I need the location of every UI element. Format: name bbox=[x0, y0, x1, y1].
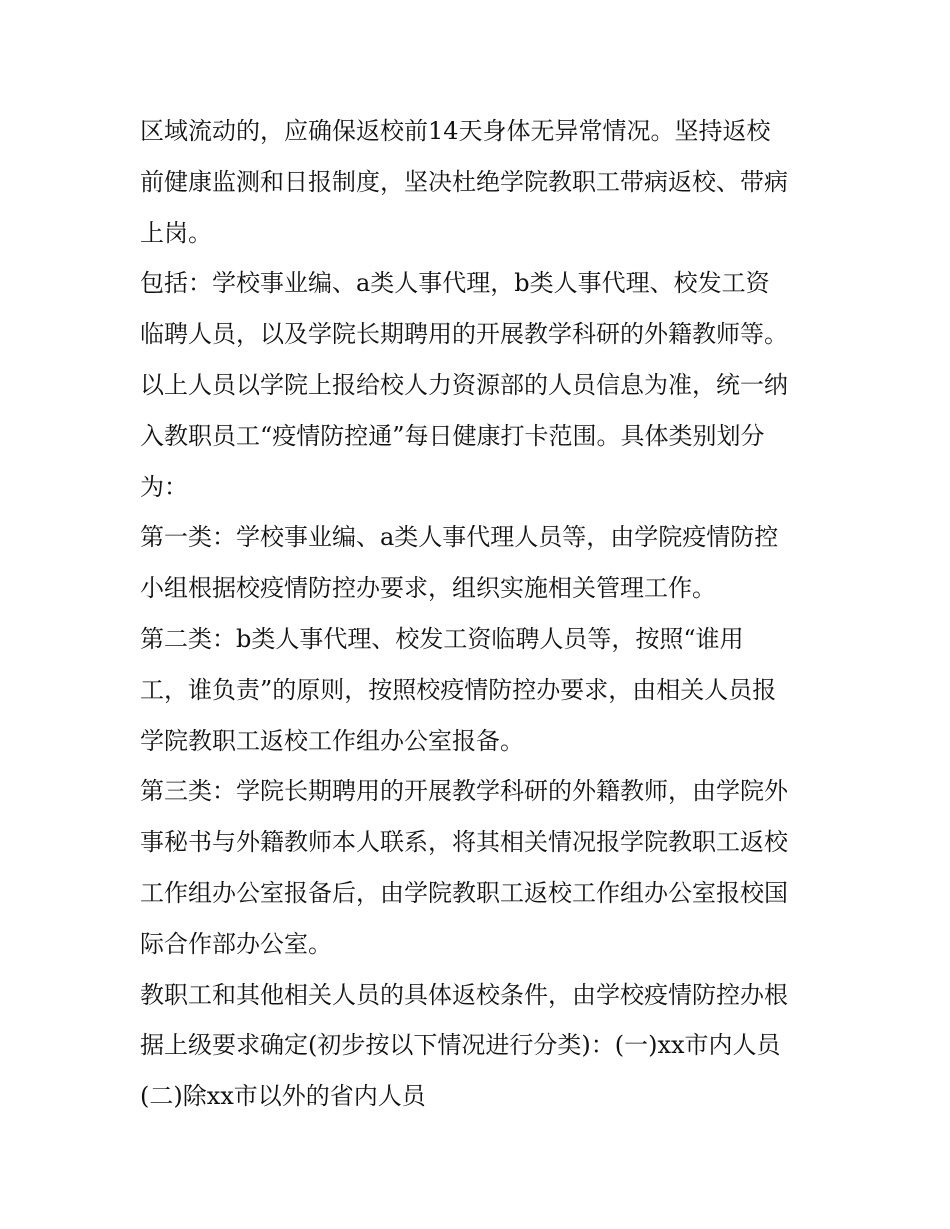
text-line: 以上人员以学院上报给校人力资源部的人员信息为准，统一纳 bbox=[140, 370, 788, 399]
text-line: 工，谁负责”的原则，按照校疫情防控办要求，由相关人员报 bbox=[140, 675, 777, 704]
text-line: 包括：学校事业编、a类人事代理，b类人事代理、校发工资 bbox=[140, 269, 770, 298]
text-line: 区域流动的，应确保返校前14天身体无异常情况。坚持返校 bbox=[140, 117, 771, 145]
text-line: 上岗。 bbox=[140, 218, 212, 247]
text-line: 小组根据校疫情防控办要求，组织实施相关管理工作。 bbox=[140, 574, 716, 603]
text-line: 工作组办公室报备后，由学院教职工返校工作组办公室报校国 bbox=[140, 878, 788, 907]
document-body bbox=[140, 106, 820, 1122]
text-line: 第二类：b类人事代理、校发工资临聘人员等，按照“谁用 bbox=[140, 624, 744, 653]
text-line: 教职工和其他相关人员的具体返校条件，由学校疫情防控办根 bbox=[140, 980, 788, 1009]
text-line: 第三类：学院长期聘用的开展教学科研的外籍教师，由学院外 bbox=[140, 777, 788, 806]
text-line: 事秘书与外籍教师本人联系，将其相关情况报学院教职工返校 bbox=[140, 828, 788, 857]
text-line: 学院教职工返校工作组办公室报备。 bbox=[140, 726, 524, 755]
text-line: 入教职员工“疫情防控通”每日健康打卡范围。具体类别划分 bbox=[140, 421, 765, 450]
text-line: 为： bbox=[140, 472, 188, 501]
text-line: 第一类：学校事业编、a类人事代理人员等，由学院疫情防控 bbox=[140, 523, 779, 552]
text-line: (二)除xx市以外的省内人员 bbox=[140, 1082, 426, 1111]
text-line: 际合作部办公室。 bbox=[140, 929, 332, 958]
text-line: 前健康监测和日报制度，坚决杜绝学院教职工带病返校、带病 bbox=[140, 167, 788, 196]
text-line: 据上级要求确定(初步按以下情况进行分类)：(一)xx市内人员 bbox=[140, 1031, 781, 1060]
text-line: 临聘人员，以及学院长期聘用的开展教学科研的外籍教师等。 bbox=[140, 320, 788, 349]
